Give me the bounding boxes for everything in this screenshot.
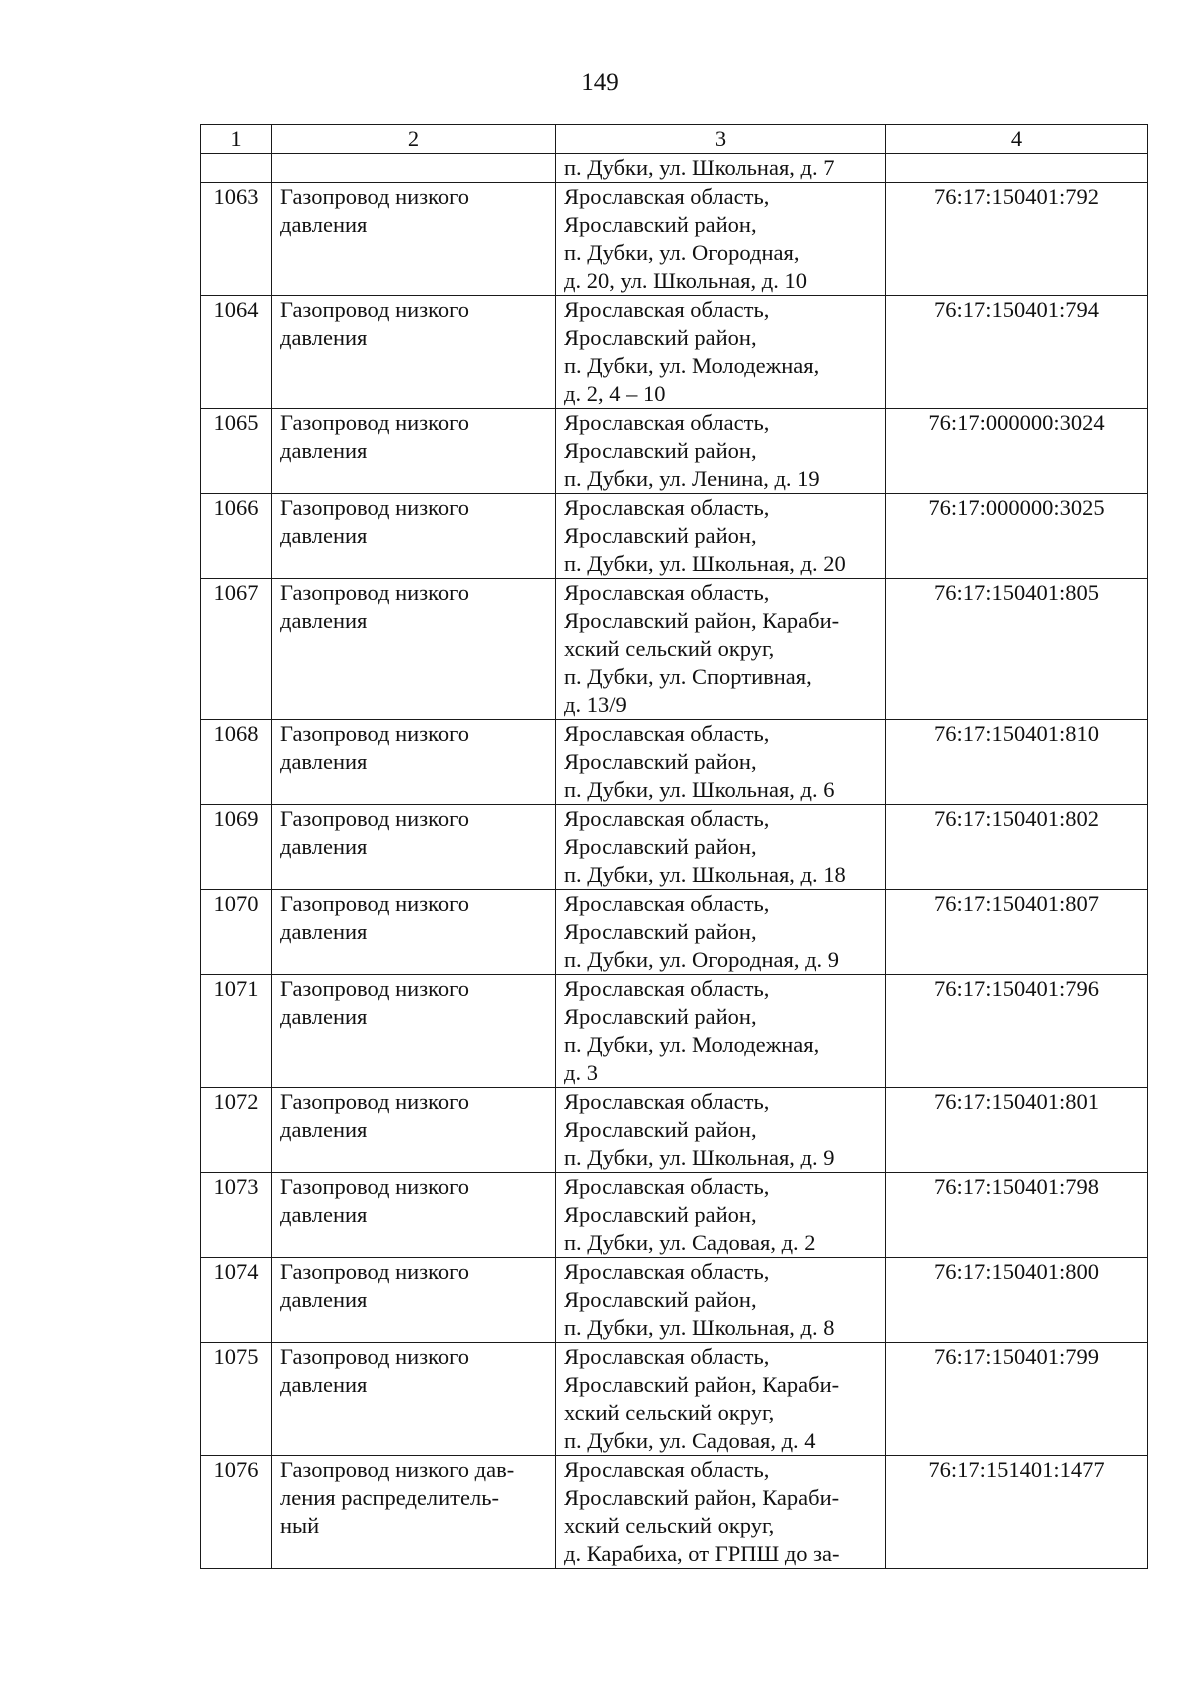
cadastral-number: 76:17:150401:799 [886,1343,1148,1456]
cadastral-number: 76:17:150401:798 [886,1173,1148,1258]
row-number: 1071 [201,975,272,1088]
object-name: Газопровод низкого давления [272,720,556,805]
object-name: Газопровод низкого давления [272,1258,556,1343]
object-address: Ярославская область, Ярославский район, п. Дубки, ул. Школьная, д. 9 [556,1088,886,1173]
object-address: Ярославская область, Ярославский район, п. Дубки, ул. Школьная, д. 18 [556,805,886,890]
cadastral-number: 76:17:150401:794 [886,296,1148,409]
cadastral-number: 76:17:151401:1477 [886,1456,1148,1569]
table-row [201,296,1148,409]
continuation-row [201,154,1148,183]
table-row [201,1343,1148,1456]
column-header: 2 [272,125,556,154]
cadastral-number: 76:17:000000:3025 [886,494,1148,579]
table-row [201,975,1148,1088]
row-number: 1066 [201,494,272,579]
row-number: 1076 [201,1456,272,1569]
table-row [201,494,1148,579]
row-number: 1069 [201,805,272,890]
object-name: Газопровод низкого дав- ления распределитель- ный [272,1456,556,1569]
table-row [201,890,1148,975]
cadastral-number: 76:17:150401:801 [886,1088,1148,1173]
object-name: Газопровод низкого давления [272,409,556,494]
cadastral-number: 76:17:150401:805 [886,579,1148,720]
column-header: 1 [201,125,272,154]
table-row [201,805,1148,890]
row-number: 1074 [201,1258,272,1343]
column-header: 3 [556,125,886,154]
object-name: Газопровод низкого давления [272,579,556,720]
object-address: Ярославская область, Ярославский район, п. Дубки, ул. Школьная, д. 8 [556,1258,886,1343]
object-address: п. Дубки, ул. Школьная, д. 7 [556,154,886,183]
table-row [201,1088,1148,1173]
cadastral-number: 76:17:150401:796 [886,975,1148,1088]
table-row [201,1173,1148,1258]
cadastral-number: 76:17:150401:810 [886,720,1148,805]
object-address: Ярославская область, Ярославский район, п. Дубки, ул. Школьная, д. 6 [556,720,886,805]
object-address: Ярославская область, Ярославский район, п. Дубки, ул. Молодежная, д. 3 [556,975,886,1088]
object-name: Газопровод низкого давления [272,494,556,579]
column-header: 4 [886,125,1148,154]
row-number: 1068 [201,720,272,805]
object-address: Ярославская область, Ярославский район, п. Дубки, ул. Школьная, д. 20 [556,494,886,579]
object-name: Газопровод низкого давления [272,1343,556,1456]
object-name: Газопровод низкого давления [272,975,556,1088]
object-address: Ярославская область, Ярославский район, п. Дубки, ул. Молодежная, д. 2, 4 – 10 [556,296,886,409]
page-number: 149 [581,69,619,96]
object-name [272,154,556,183]
object-address: Ярославская область, Ярославский район, п. Дубки, ул. Ленина, д. 19 [556,409,886,494]
object-name: Газопровод низкого давления [272,1173,556,1258]
row-number: 1072 [201,1088,272,1173]
row-number: 1070 [201,890,272,975]
row-number: 1067 [201,579,272,720]
row-number: 1063 [201,183,272,296]
cadastral-number: 76:17:150401:807 [886,890,1148,975]
table-row [201,579,1148,720]
row-number [201,154,272,183]
object-address: Ярославская область, Ярославский район, п. Дубки, ул. Огородная, д. 9 [556,890,886,975]
row-number: 1064 [201,296,272,409]
object-address: Ярославская область, Ярославский район, Караби- хский сельский округ, д. Карабиха, от ГРПШ до за- [556,1456,886,1569]
table-row [201,1258,1148,1343]
table-row [201,183,1148,296]
object-name: Газопровод низкого давления [272,1088,556,1173]
table-row [201,409,1148,494]
table-row [201,720,1148,805]
object-name: Газопровод низкого давления [272,890,556,975]
object-address: Ярославская область, Ярославский район, п. Дубки, ул. Садовая, д. 2 [556,1173,886,1258]
object-address: Ярославская область, Ярославский район, Караби- хский сельский округ, п. Дубки, ул. Спортивная, д. 13/9 [556,579,886,720]
cadastral-number [886,154,1148,183]
row-number: 1075 [201,1343,272,1456]
object-address: Ярославская область, Ярославский район, п. Дубки, ул. Огородная, д. 20, ул. Школьная, д. 10 [556,183,886,296]
object-name: Газопровод низкого давления [272,805,556,890]
header-row [201,125,1148,154]
cadastral-number: 76:17:000000:3024 [886,409,1148,494]
cadastral-number: 76:17:150401:802 [886,805,1148,890]
cadastral-number: 76:17:150401:800 [886,1258,1148,1343]
object-address: Ярославская область, Ярославский район, Караби- хский сельский округ, п. Дубки, ул. Садовая, д. 4 [556,1343,886,1456]
object-name: Газопровод низкого давления [272,183,556,296]
registry-table [200,124,1148,1569]
cadastral-number: 76:17:150401:792 [886,183,1148,296]
table-row [201,1456,1148,1569]
row-number: 1073 [201,1173,272,1258]
object-name: Газопровод низкого давления [272,296,556,409]
row-number: 1065 [201,409,272,494]
